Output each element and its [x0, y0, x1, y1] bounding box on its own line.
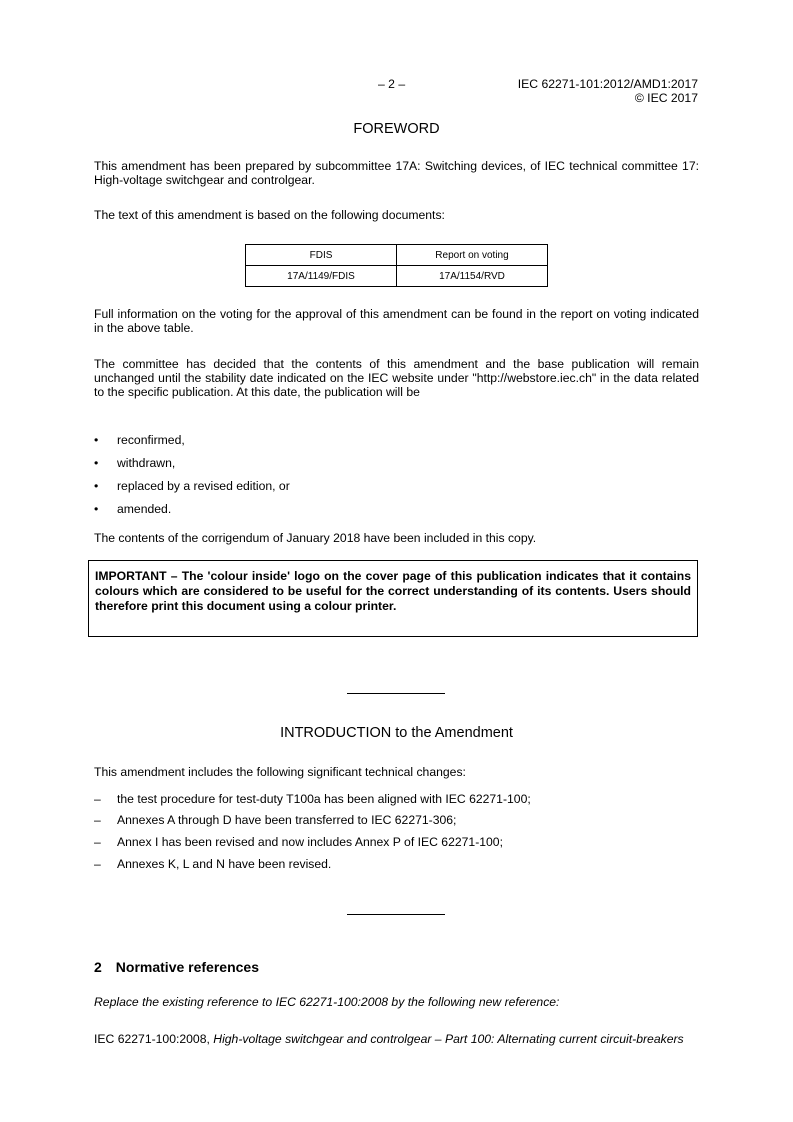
reference-id: IEC 62271-100:2008, [94, 1032, 210, 1046]
table-header-row [246, 245, 548, 266]
section-title: Normative references [115, 959, 259, 975]
foreword-paragraph-2: The text of this amendment is based on the following documents: [94, 208, 445, 222]
section-separator [347, 914, 445, 915]
bullet-mark: • [94, 479, 99, 493]
list-item-text: withdrawn, [117, 456, 176, 470]
normative-reference [94, 1032, 699, 1046]
section-separator [347, 693, 445, 694]
list-item-text: the test procedure for test-duty T100a has been aligned with IEC 62271-100; [117, 792, 531, 806]
introduction-title: INTRODUCTION to the Amendment [280, 725, 513, 741]
dash-mark: – [94, 792, 101, 806]
document-id: IEC 62271-101:2012/AMD1:2017 [517, 77, 698, 91]
list-item-text: Annex I has been revised and now includes Annex P of IEC 62271-100; [117, 835, 503, 849]
section-heading [94, 959, 259, 975]
section-number: 2 [94, 959, 102, 975]
table-row [246, 266, 548, 287]
table-cell: 17A/1149/FDIS [246, 266, 397, 287]
page-number: – 2 – [378, 77, 406, 91]
bullet-mark: • [94, 433, 99, 447]
bullet-mark: • [94, 502, 99, 516]
list-item-text: Annexes K, L and N have been revised. [117, 857, 332, 871]
copyright-notice: © IEC 2017 [634, 91, 698, 105]
foreword-paragraph-5: The contents of the corrigendum of January 2018 have been included in this copy. [94, 531, 537, 545]
list-item-text: amended. [117, 502, 172, 516]
table-header-cell: Report on voting [397, 245, 548, 266]
important-notice-box: IMPORTANT – The 'colour inside' logo on the cover page of this publication indicates that it contains colours which are considered to be useful for the correct understanding of its contents. Users should therefore print this document using a colour printer. [88, 560, 698, 637]
amendment-instruction: Replace the existing reference to IEC 62271-100:2008 by the following new reference: [94, 995, 560, 1009]
foreword-paragraph-4: The committee has decided that the contents of this amendment and the base publication will remain unchanged until the stability date indicated on the IEC website under "http://webstore.iec.ch" in the data related to the specific publication. At this date, the publication will be [94, 357, 699, 399]
dash-mark: – [94, 857, 101, 871]
documents-table [245, 244, 548, 287]
list-item-text: replaced by a revised edition, or [117, 479, 290, 493]
table-cell: 17A/1154/RVD [397, 266, 548, 287]
list-item-text: reconfirmed, [117, 433, 185, 447]
introduction-lead: This amendment includes the following significant technical changes: [94, 765, 466, 779]
list-item-text: Annexes A through D have been transferred to IEC 62271-306; [117, 813, 457, 827]
table-header-cell: FDIS [246, 245, 397, 266]
bullet-mark: • [94, 456, 99, 470]
foreword-title: FOREWORD [353, 121, 440, 137]
dash-mark: – [94, 835, 101, 849]
reference-title: High-voltage switchgear and controlgear – Part 100: Alternating current circuit-breakers [213, 1032, 684, 1046]
foreword-paragraph-1: This amendment has been prepared by subcommittee 17A: Switching devices, of IEC technical committee 17: High-voltage switchgear and controlgear. [94, 159, 699, 187]
dash-mark: – [94, 813, 101, 827]
foreword-paragraph-3: Full information on the voting for the approval of this amendment can be found in the report on voting indicated in the above table. [94, 307, 699, 335]
